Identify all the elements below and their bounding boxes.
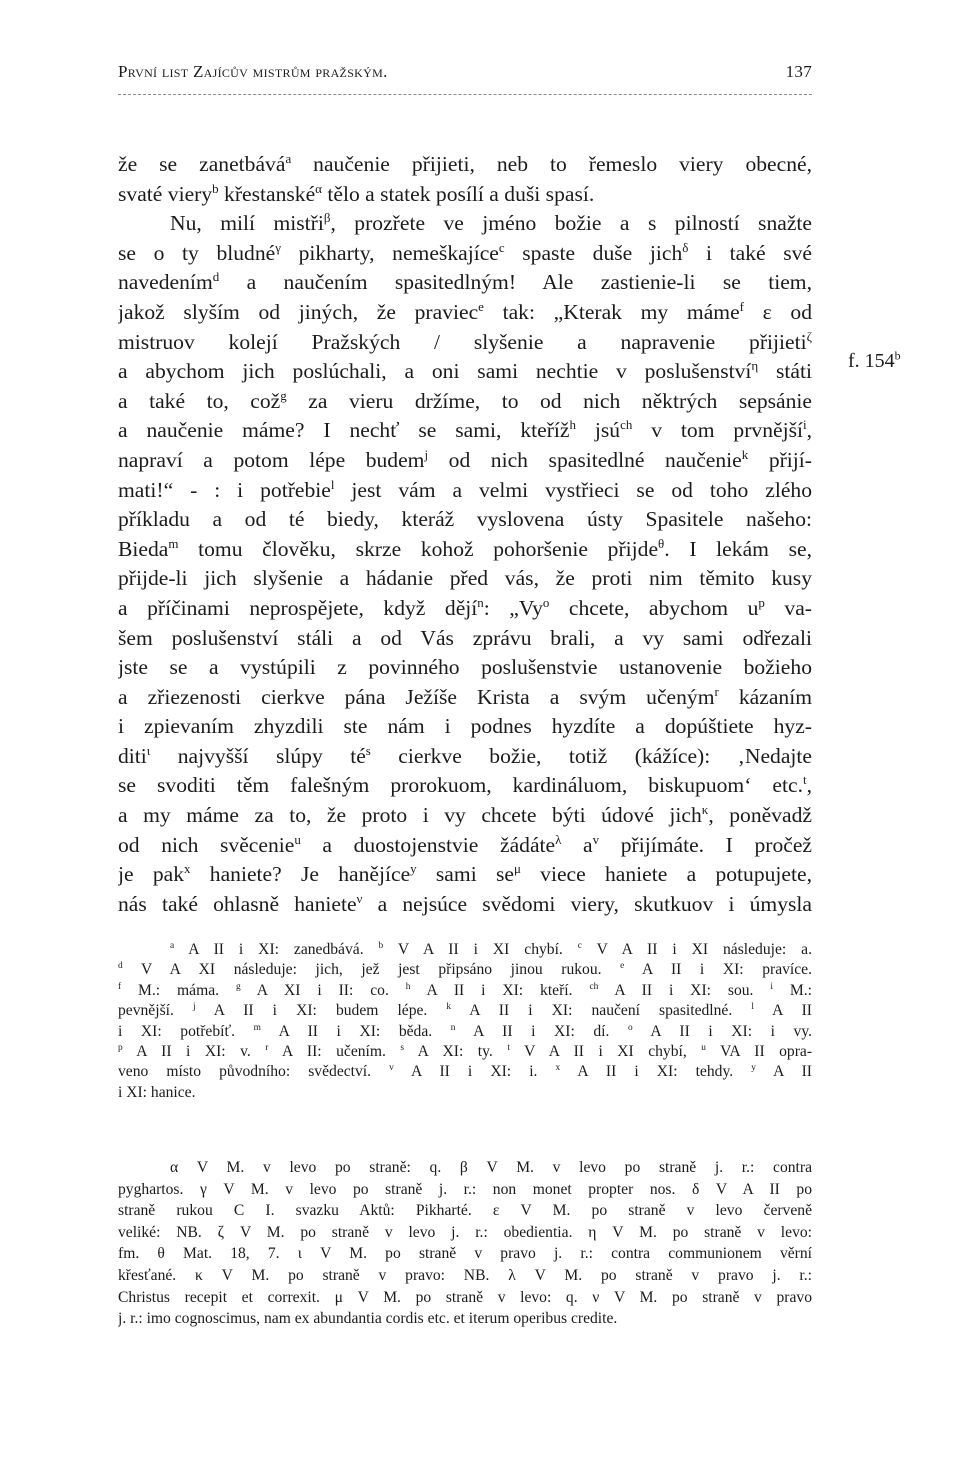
footnote-line: Christus recepit et correxit. μ V M. po straně v levo: q. ν V M. po straně v pravo bbox=[118, 1288, 812, 1306]
footnote-line: veno místo původního: svědectví. $^v$ A II i XI: i. $^x$ A II i XI: tehdy. $^y$ A II bbox=[118, 1063, 812, 1081]
text-line: nás také ohlasně haniete$^\nu$ a nejsúce svědomi viery, skutkuov i úmysla bbox=[118, 890, 812, 916]
text-line: diti$^\iota$ najvyšší slúpy $té^s$ cierkve božie, totiž (kážíce): ‚Nedajte bbox=[118, 742, 812, 768]
text-line: a my máme za to, že proto i vy chcete býti údové jich$^\kappa$, poněvadž bbox=[118, 801, 812, 828]
text-line: svaté viery$^b$ křestanské$^\alpha$ tělo a statek posílí a duši spasí. bbox=[118, 180, 595, 206]
text-line: Bieda$^m$ tomu člověku, skrze kohož pohoršenie přijde$^\theta$. I lekám se, bbox=[118, 535, 812, 561]
text-line: napraví a potom lépe budem$^j$ od nich spasitedlné naučenie$^k$ přijí- bbox=[118, 446, 812, 472]
footnotes-greek bbox=[118, 1157, 812, 1330]
footnote-line: pevnější. $^j$ A II i XI: budem lépe. $^k$ A II i XI: naučení spasitedlné. $^l$ A II bbox=[118, 1002, 812, 1020]
running-header bbox=[118, 62, 812, 82]
running-title: První list Zajícův mistrům pražským. bbox=[118, 62, 388, 81]
text-line: a také to, což$^g$ za vieru držíme, to od nich něktrých sepsánie bbox=[118, 387, 812, 413]
footnotes-latin bbox=[118, 940, 812, 1103]
footnote-line: pyghartos. γ V M. v levo po straně j. r.: non monet propter nos. δ V A II po bbox=[118, 1180, 812, 1198]
footnote-line: straně rukou C I. svazku Aktů: Pikharté. ε V M. po straně v levo červeně bbox=[118, 1202, 812, 1220]
text-line: příkladu a od té biedy, kteráž vyslovena ústy Spasitele našeho: bbox=[118, 507, 812, 532]
footnote-line: křesťané. κ V M. po straně v pravo: NB. λ V M. po straně v pravo j. r.: bbox=[118, 1266, 812, 1284]
footnote-line: $^f$ M.: máma. $^g$ A XI i II: co. $^h$ A II i XI: kteří. $^{ch}$ A II i XI: sou. $^i$ M.: bbox=[118, 981, 812, 999]
text-line: a abychom jich poslúchali, a oni sami nechtie v poslušenství$^\eta$ státi bbox=[118, 357, 812, 384]
footnote-line: $^d$ V A XI následuje: jich, jež jest připsáno jinou rukou. $^e$ A II i XI: pravíce. bbox=[118, 961, 812, 979]
text-line: že se zanetbává$^a$ naučenie přijieti, neb to řemeslo viery obecné, bbox=[118, 150, 812, 176]
text-line: šem poslušenství stáli a od Vás zprávu brali, a vy sami odřezali bbox=[118, 625, 812, 650]
page-number: 137 bbox=[785, 62, 812, 81]
text-line: a příčinami neprospějete, když dějí$^n$: „Vy$^o$ chcete, abychom $u^p$ va- bbox=[118, 594, 812, 620]
footnote-line: α V M. v levo po straně: q. β V M. v levo po straně j. r.: contra bbox=[170, 1159, 812, 1176]
footnote-line: $^a$ A II i XI: zanedbává. $^b$ V A II i XI chybí. $^c$ V A II i XI následuje: a. bbox=[170, 940, 812, 958]
text-line: je pak$^x$ haniete? Je hanějíce$^y$ sami $se^\mu$ viece haniete a potupujete, bbox=[118, 861, 812, 887]
text-line: a zřiezenosti cierkve pána Ježíše Krista a svým učeným$^r$ kázaním bbox=[118, 683, 812, 709]
text-line: se o ty bludné$^\gamma$ pikharty, nemeškajíce$^c$ spaste duše jich$^\delta$ i také své bbox=[118, 239, 812, 265]
text-line: jste se a vystúpili z povinného poslušenstvie ustanovenie božieho bbox=[118, 655, 812, 680]
text-line: mistruov kolejí Pražských / slyšenie a napravenie přijieti$^\zeta$ bbox=[118, 328, 812, 354]
text-line: se svoditi těm falešným prorokuom, kardináluom, biskupuom‘ etc.$^t$, bbox=[118, 772, 812, 798]
main-text bbox=[118, 150, 812, 919]
footnote-line: i XI: hanice. bbox=[118, 1083, 196, 1101]
text-line: jakož slyším od jiných, že praviec$^e$ tak: „Kterak my máme$^f$ ε od bbox=[118, 298, 812, 324]
header-rule bbox=[118, 94, 812, 95]
text-line: i zpievaním zhyzdili ste nám i podnes hyzdíte a dopúštiete hyz- bbox=[118, 714, 812, 739]
footnote-line: fm. θ Mat. 18, 7. ι V M. po straně v pravo j. r.: contra communionem věrní bbox=[118, 1245, 812, 1263]
text-line: přijde-li jich slyšenie a hádanie před vás, že proti nim těmito kusy bbox=[118, 566, 812, 591]
footnote-line: i XI: potřebíť. $^m$ A II i XI: běda. $^n$ A II i XI: dí. $^o$ A II i XI: i vy. bbox=[118, 1022, 812, 1040]
text-line: navedením$^d$ a naučením spasitedlným! Ale zastienie-li se tiem, bbox=[118, 269, 812, 295]
text-line: mati!“ - : i potřebie$^l$ jest vám a velmi vystřieci se od toho zlého bbox=[118, 476, 812, 502]
footnote-line: j. r.: imo cognoscimus, nam ex abundantia cordis etc. et iterum operibus credite. bbox=[118, 1310, 618, 1328]
footnote-line: veliké: NB. ζ V M. po straně v levo j. r.: obedientia. η V M. po straně v levo: bbox=[118, 1223, 812, 1241]
footnote-line: $^p$ A II i XI: v. $^r$ A II: učením. $^s$ A XI: ty. $^t$ V A II i XI chybí, $^u$ VA II opra- bbox=[118, 1042, 812, 1061]
text-line: a naučenie máme? I nechť se sami, kteříž$^h$ jsú$^{ch}$ v tom prvnější$^i$, bbox=[118, 417, 812, 443]
text-line: od nich svěcenie$^u$ a duostojenstvie žádáte$^\lambda$ $a^v$ přijímáte. I pročež bbox=[118, 831, 812, 857]
text-line: Nu, milí mistři$^\beta$, prozřete ve jméno božie a s pilností snažte bbox=[170, 210, 812, 236]
margin-folio-note: f. 154$^b$ bbox=[848, 348, 901, 372]
